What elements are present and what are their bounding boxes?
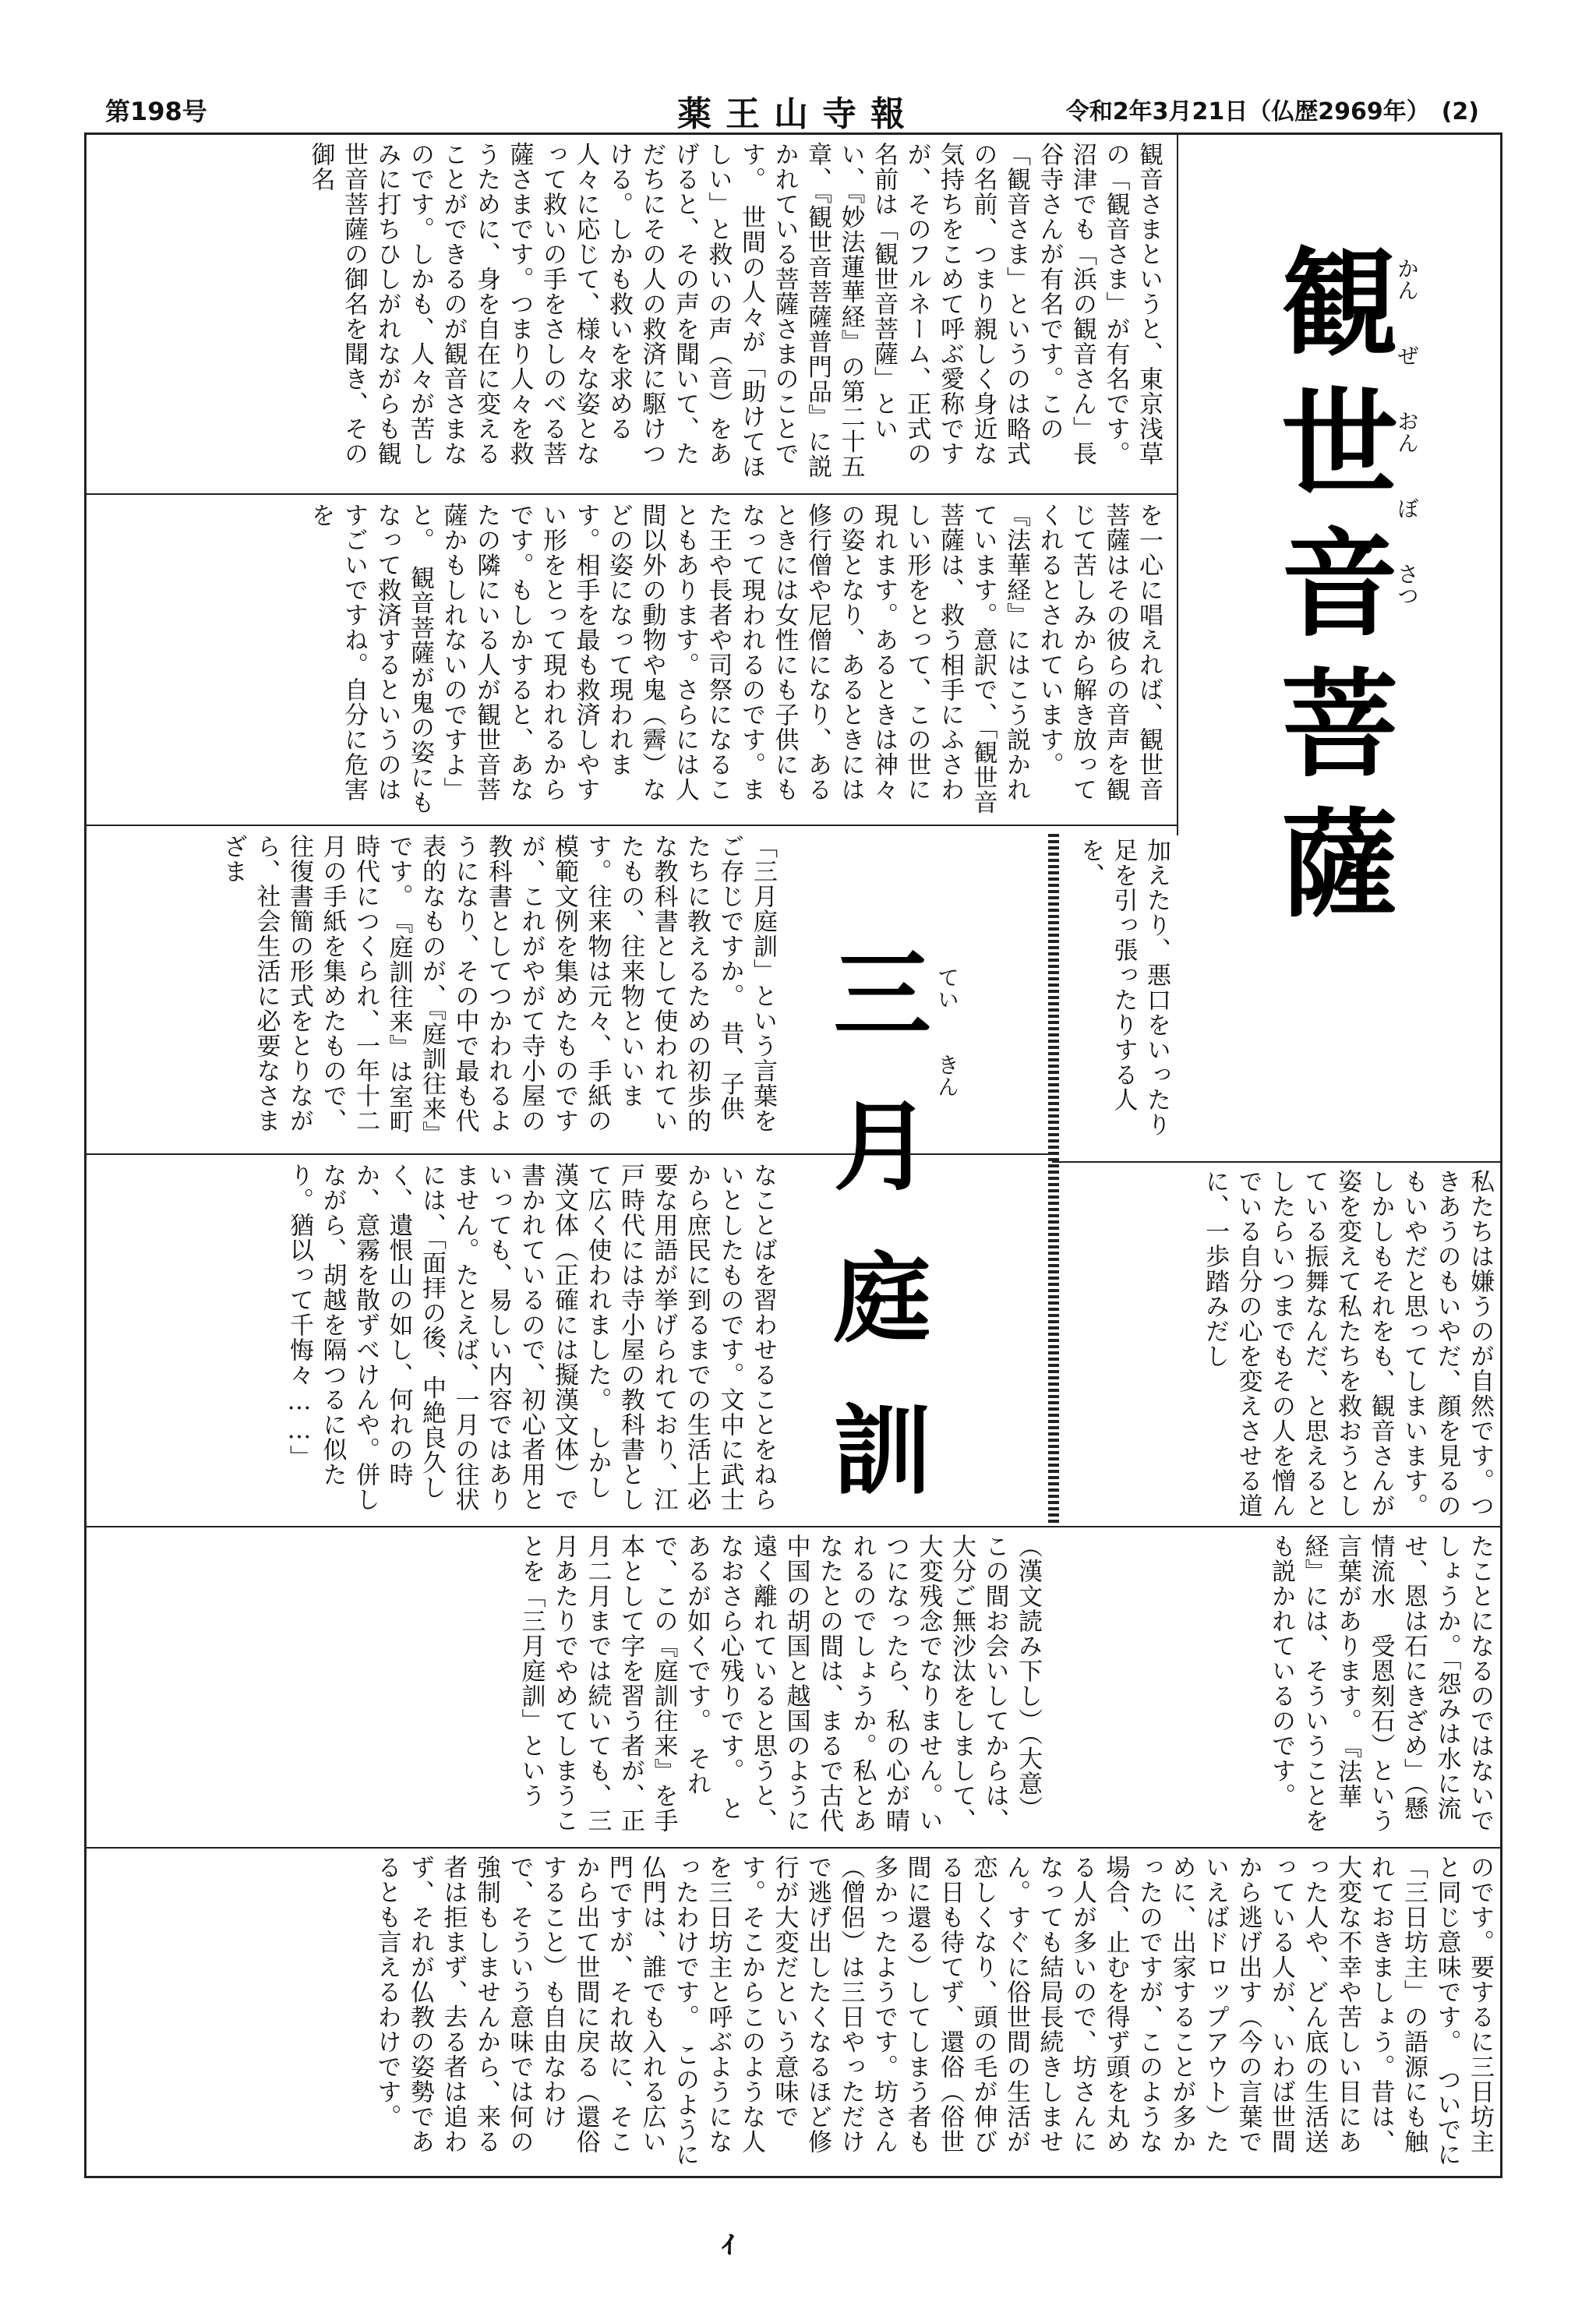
- divider: [86, 1847, 1500, 1849]
- kannon-text-block-5: たことになるのではないでしょうか。「怨みは水に流せ、恩は石にきざめ」（懸情流水 受恩刻石）という言葉があります。 『法華経』には、そういうことをも説かれているのです。: [1267, 1534, 1494, 1833]
- divider: [1177, 134, 1178, 835]
- article-title-kannon: 観世音菩薩: [1261, 242, 1396, 943]
- kannon-text-block-2: を一心に唱えれば、観世音菩薩はその彼らの音声を観じて苦しみから解き放ってくれるとされています。 『法華経』にはこう説かれています。意訳で、「観世音菩薩は、救う相手にふさわしい形をとって、この世に現れます。あるときは神々の姿となり、あるときには修行僧や尼僧になり、あるときには女性にも子供にもなって現われるのです。また王や長者や司祭になることもあります。さらには人間以外の動物や鬼（霽）などの姿になって現われます。相手を最も救済しやすい形をとって現われるからです。もしかすると、あなたの隣にいる人が観世音菩薩かもしれないのですよ」と。 観音菩薩が鬼の姿にもなって救済するというのはすごいですね。自分に危害を: [306, 503, 1163, 815]
- title-ruby: てい きん: [934, 966, 960, 1097]
- kannon-text-block-3: 加えたり、悪口をいったり足を引っ張ったりする人を、: [1076, 838, 1171, 1137]
- kannon-text-block-4: 私たちは嫌うのが自然です。つきあうのもいやだ、顔を見るのもいやだと思ってしまいます。しかしもそれをも、観音さんが姿を変えて私たちを救おうとしている振舞なんだ、と思えるとしたらいつまでもその人を憎んでいる自分の心を変えさせる道に、一歩踏みだし: [1201, 1169, 1494, 1518]
- issue-number: 第198号: [105, 97, 207, 126]
- kannon-text-block-1: 観音さまというと、東京浅草の「観音さま」が有名です。沼津でも「浜の観音さん」長谷寺さんが有名です。この「観音さま」というのは略式の名前、つまり親しく身近な気持ちをこめて呼ぶ愛称ですが、そのフルネーム、正式の名前は「観世音菩薩」といい、『妙法蓮華経』の第二十五章、『観世音菩薩普門品』に説かれている菩薩さまのことです。 世間の人々が「助けてほしい」と救いの声（音）をあげると、その声を聞いて、ただちにその人の救済に駆けつける。しかも救いを求める人々に応じて、様々な姿となって救いの手をさしのべる菩薩さまです。つまり人々を救うために、身を自在に変えることができるのが観音さまなのです。しかも、人々が苦しみに打ちひしがれながらも観世音菩薩の御名を聞き、その御名: [306, 142, 1163, 479]
- title-ruby: かん ぜ おん ぼ さつ: [1394, 257, 1420, 606]
- issue-date: 令和2年3月21日（仏歴2969年） (2): [1065, 98, 1479, 125]
- divider: [1052, 1161, 1500, 1163]
- footer-mark: ｨ: [721, 2223, 736, 2260]
- article-title-teikin: 三月庭訓: [817, 943, 930, 1551]
- teikin-text-block-2: なことばを習わせることをねらいとしたものです。文中に武士から庶民に到るまでの生活上必要な用語が挙げられており、江戸時代には寺小屋の教科書として広く使われました。 しかし漢文体（正確には擬漢文体）で書かれているので、初心者用といっても、易しい内容ではありません。たとえば、一月の往状には、「面拝の後、中絶良久しく、遺恨山の如し、何れの時か、意霧を散ずべけんや。併しながら、胡越を隔つるに似たり。猶以って千悔々……」: [285, 1163, 777, 1512]
- wavy-divider: [1048, 834, 1059, 1527]
- divider: [86, 493, 1177, 495]
- teikin-text-block-1: 「三月庭訓」という言葉をご存じですか。 昔、子供たちに教えるための初歩的な教科書として使われていたもの、往来物といいます。往来物は元々、手紙の模範文例を集めたものですが、これがやがて寺小屋の教科書としてつかわれるようになり、その中で最も代表的なものが、『庭訓往来』です。 『庭訓往来』は室町時代につくられ、一年十二月の手紙を集めたもので、往復書簡の形式をとりながら、社会生活に必要なさまざま: [219, 834, 777, 1134]
- newsletter-title: 薬王山寺報: [677, 94, 919, 134]
- teikin-text-block-4: のです。要するに三日坊主と同じ意味です。 ついでに「三日坊主」の語源にも触れておきましょう。昔は、大変な不幸や苦しい目にあった人や、どん底の生活送っている人が、いわば世間から逃げ出す（今の言葉でいえばドロップアウト）ために、出家することが多かったのですが、このような場合、止むを得ず頭を丸める人が多いので、坊さんになっても結局長続きしません。すぐに俗世間の生活が恋しくなり、頭の毛が伸びる日も待てず、還俗（俗世間に還る）してしまう者も多かったようです。坊さん（僧侶）は三日やっただけで逃げ出したくなるほど修行が大変だという意味です。そこからこのような人を三日坊主と呼ぶようになったわけです。 このように仏門は、誰でも入れる広い門ですが、それ故に、そこから出て世間に戻る（還俗すること）も自由なわけで、そういう意味では何の強制もしませんから、来る者は拒まず、去る者は追わず、それが仏教の姿勢であるとも言えるわけです。: [373, 1855, 1494, 2167]
- divider: [86, 1526, 1500, 1527]
- divider: [86, 825, 1177, 826]
- teikin-text-block-3: （漢文読み下し）（大意）この間お会いしてからは、大分ご無沙汰をしまして、大変残念でなりません。いつになったら、私の心が晴れるのでしょうか。私とあなたとの間は、まるで古代中国の胡国と越国のように遠く離れていると思うと、なおさら心残りです。 とあるが如くです。 それで、この『庭訓往来』を手本として字を習う者が、正月二月までは続いても、三月あたりでやめてしまうことを「三月庭訓」という: [517, 1534, 1042, 1833]
